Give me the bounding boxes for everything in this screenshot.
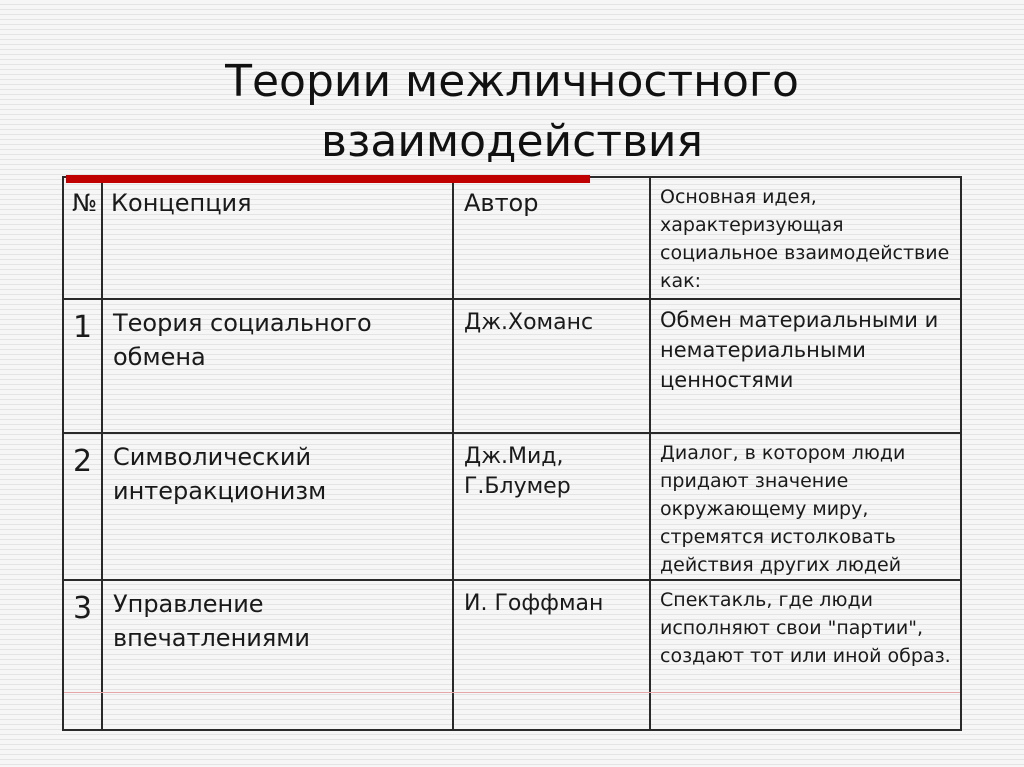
row-2-num-cell	[64, 433, 102, 580]
row-1-idea: Обмен материальными и нематериальными ценностями	[660, 308, 939, 392]
theories-table	[62, 176, 962, 731]
row-1-idea-cell	[650, 299, 960, 433]
row-3-num-cell	[64, 580, 102, 730]
row-2-concept-cell	[102, 433, 453, 580]
row-2-author-cell	[453, 433, 650, 580]
decorative-divider	[64, 692, 960, 693]
row-3-idea-cell	[650, 580, 960, 730]
table-row	[64, 299, 960, 433]
row-2-num: 2	[72, 444, 93, 479]
header-idea-label: Основная идея, характеризующая социальное взаимодействие как:	[660, 186, 950, 292]
slide-title-line1: Теории межличностного	[225, 56, 799, 107]
row-1-num-cell	[64, 299, 102, 433]
row-2-concept: Символический интеракционизм	[113, 443, 327, 505]
table-row	[64, 433, 960, 580]
row-3-idea: Спектакль, где люди исполняют свои "партии", создают тот или иной образ.	[660, 589, 951, 667]
row-1-concept: Теория социального обмена	[113, 309, 372, 371]
header-author-label: Автор	[464, 189, 539, 217]
row-1-author-cell	[453, 299, 650, 433]
row-2-idea: Диалог, в котором люди придают значение окружающему миру, стремятся истолковать действия других людей	[660, 442, 906, 576]
table-header-row	[64, 178, 960, 299]
table-row	[64, 580, 960, 730]
row-1-num: 1	[72, 310, 93, 345]
row-1-author: Дж.Хоманс	[464, 310, 594, 335]
row-1-concept-cell	[102, 299, 453, 433]
header-num-label: №	[72, 189, 97, 217]
header-cell-author	[453, 178, 650, 299]
header-cell-concept	[102, 178, 453, 299]
header-cell-num	[64, 178, 102, 299]
row-3-author: И. Гоффман	[464, 591, 604, 616]
row-2-idea-cell	[650, 433, 960, 580]
row-3-concept-cell	[102, 580, 453, 730]
row-2-author: Дж.Мид, Г.Блумер	[464, 444, 571, 499]
slide-title-line2: взаимодействия	[321, 116, 703, 167]
slide-title	[0, 52, 1024, 172]
row-3-concept: Управление впечатлениями	[113, 590, 311, 652]
title-accent-bar	[66, 175, 590, 183]
header-cell-idea	[650, 178, 960, 299]
row-3-num: 3	[72, 591, 93, 626]
header-concept-label: Концепция	[111, 189, 252, 217]
row-3-author-cell	[453, 580, 650, 730]
